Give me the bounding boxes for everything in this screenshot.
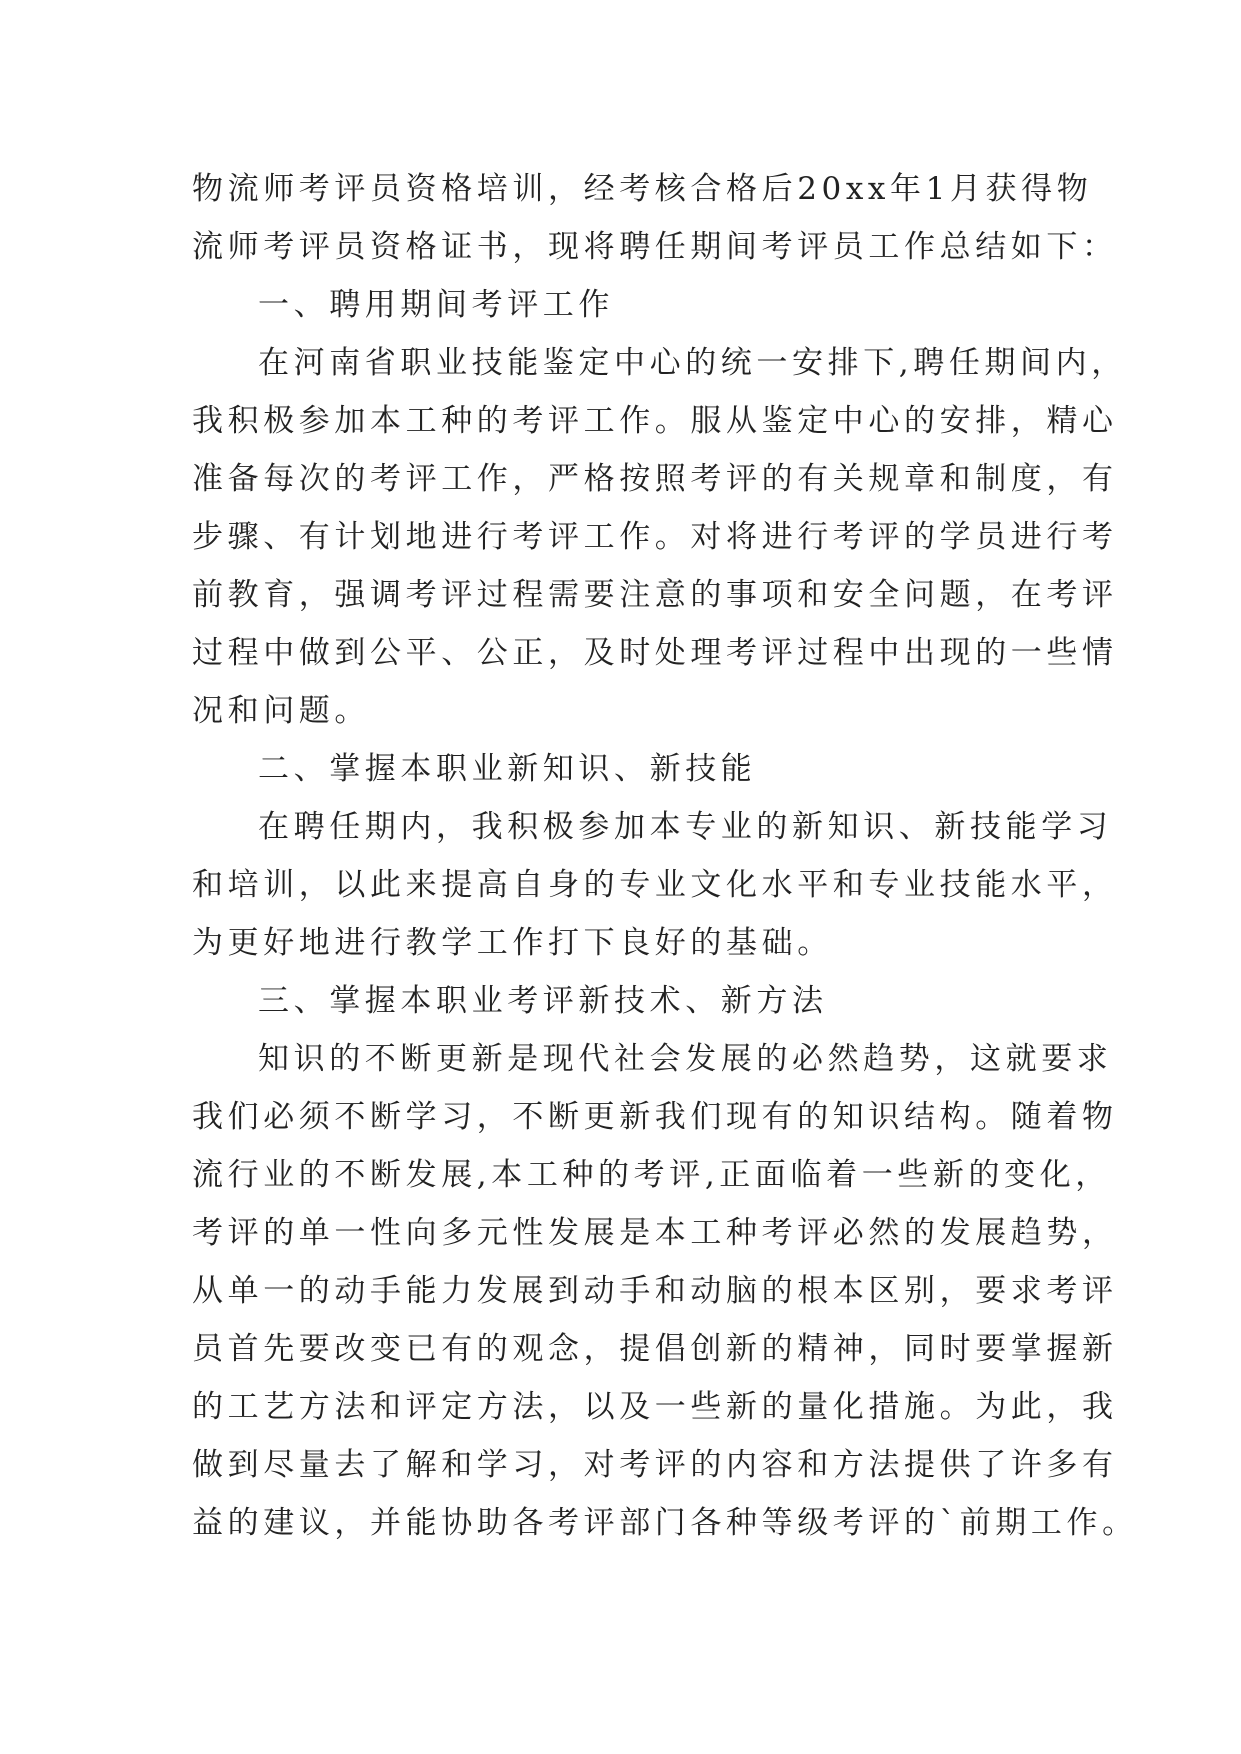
section-heading-2: 二、掌握本职业新知识、新技能 xyxy=(258,751,757,787)
text-line-6: 准备每次的考评工作，严格按照考评的有关规章和制度，有 xyxy=(192,461,1118,497)
text-line-4: 在河南省职业技能鉴定中心的统一安排下,聘任期间内， xyxy=(258,345,1127,381)
text-line-2: 流师考评员资格证书，现将聘任期间考评员工作总结如下： xyxy=(192,229,1118,265)
text-line-8: 前教育，强调考评过程需要注意的事项和安全问题，在考评 xyxy=(192,577,1118,613)
text-line-24: 益的建议，并能协助各考评部门各种等级考评的`前期工作。 xyxy=(192,1505,1138,1541)
text-line-18: 流行业的不断发展,本工种的考评,正面临着一些新的变化， xyxy=(192,1157,1111,1193)
text-line-12: 在聘任期内，我积极参加本专业的新知识、新技能学习 xyxy=(258,809,1113,845)
text-line-5: 我积极参加本工种的考评工作。服从鉴定中心的安排，精心 xyxy=(192,403,1118,439)
text-line-10: 况和问题。 xyxy=(192,693,370,729)
text-line-16: 知识的不断更新是现代社会发展的必然趋势，这就要求 xyxy=(258,1041,1113,1077)
text-line-22: 的工艺方法和评定方法，以及一些新的量化措施。为此，我 xyxy=(192,1389,1118,1425)
section-heading-3: 三、掌握本职业考评新技术、新方法 xyxy=(258,983,828,1019)
section-heading-1: 一、聘用期间考评工作 xyxy=(258,287,614,323)
text-line-19: 考评的单一性向多元性发展是本工种考评必然的发展趋势， xyxy=(192,1215,1118,1251)
text-line-17: 我们必须不断学习，不断更新我们现有的知识结构。随着物 xyxy=(192,1099,1118,1135)
document-body xyxy=(192,160,1138,1552)
text-line-23: 做到尽量去了解和学习，对考评的内容和方法提供了许多有 xyxy=(192,1447,1118,1483)
text-line-9: 过程中做到公平、公正，及时处理考评过程中出现的一些情 xyxy=(192,635,1118,671)
text-line-7: 步骤、有计划地进行考评工作。对将进行考评的学员进行考 xyxy=(192,519,1118,555)
text-line-1: 物流师考评员资格培训，经考核合格后20xx年1月获得物 xyxy=(192,171,1093,207)
text-line-13: 和培训，以此来提高自身的专业文化水平和专业技能水平， xyxy=(192,867,1118,903)
text-line-14: 为更好地进行教学工作打下良好的基础。 xyxy=(192,925,833,961)
text-line-20: 从单一的动手能力发展到动手和动脑的根本区别，要求考评 xyxy=(192,1273,1118,1309)
text-line-21: 员首先要改变已有的观念，提倡创新的精神，同时要掌握新 xyxy=(192,1331,1118,1367)
